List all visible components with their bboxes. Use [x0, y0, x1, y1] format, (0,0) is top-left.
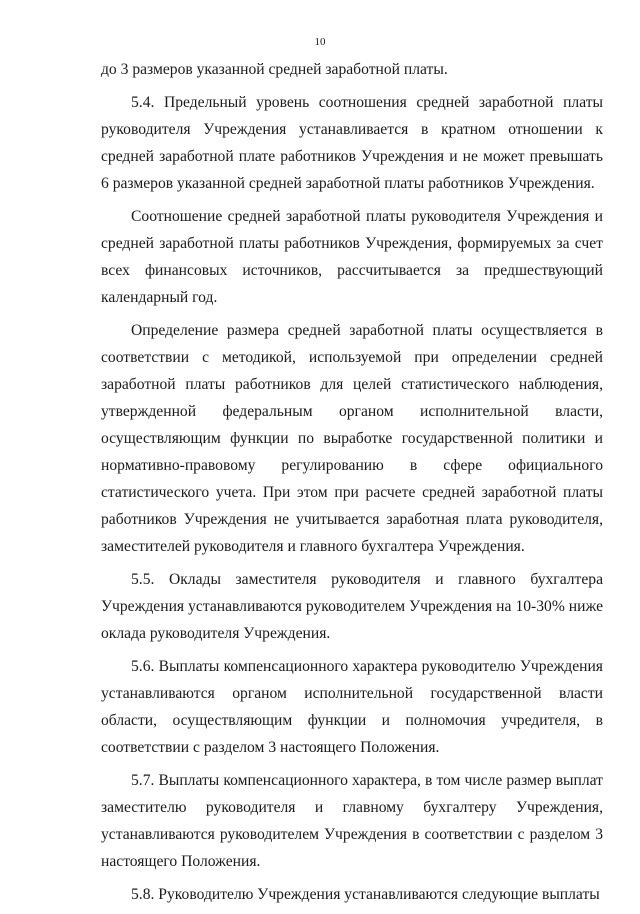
page-number: 10: [314, 36, 326, 48]
document-body: [101, 56, 603, 914]
paragraph-5-6: 5.6. Выплаты компенсационного характера руководителю Учреждения устанавливаются органом исполнительной государственной власти области, осуществляющим функции и полномочия учредителя, в соответствии с разделом 3 настоящего Положения.: [101, 658, 603, 756]
paragraph-salary-ratio: Соотношение средней заработной платы руководителя Учреждения и средней заработной платы работников Учреждения, формируемых за счет всех финансовых источников, рассчитывается за предшествующий календарный год.: [101, 208, 603, 306]
paragraph-5-5: 5.5. Оклады заместителя руководителя и главного бухгалтера Учреждения устанавливаются руководителем Учреждения на 10-30% ниже оклада руководителя Учреждения.: [101, 571, 603, 642]
paragraph-5-4: 5.4. Предельный уровень соотношения средней заработной платы руководителя Учреждения устанавливается в кратном отношении к средней заработной плате работников Учреждения и не может превышать 6 размеров указанной средней заработной платы работников Учреждения.: [101, 94, 603, 192]
paragraph-5-8: 5.8. Руководителю Учреждения устанавливаются следующие выплаты: [131, 886, 600, 903]
paragraph-5-7: 5.7. Выплаты компенсационного характера, в том числе размер выплат заместителю руководителя и главному бухгалтеру Учреждения, устанавливаются руководителем Учреждения в соответствии с разделом 3 настоящего Положения.: [101, 772, 603, 870]
paragraph-salary-method: Определение размера средней заработной платы осуществляется в соответствии с методикой, используемой при определении средней заработной платы работников для целей статистического наблюдения, утвержденной федеральным органом исполнительной власти, осуществляющим функции по выработке государственной политики и нормативно-правовому регулированию в сфере официального статистического учета. При этом при расчете средней заработной платы работников Учреждения не учитывается заработная плата руководителя, заместителей руководителя и главного бухгалтера Учреждения.: [101, 322, 603, 555]
paragraph-continuation: до 3 размеров указанной средней заработной платы.: [101, 61, 448, 78]
